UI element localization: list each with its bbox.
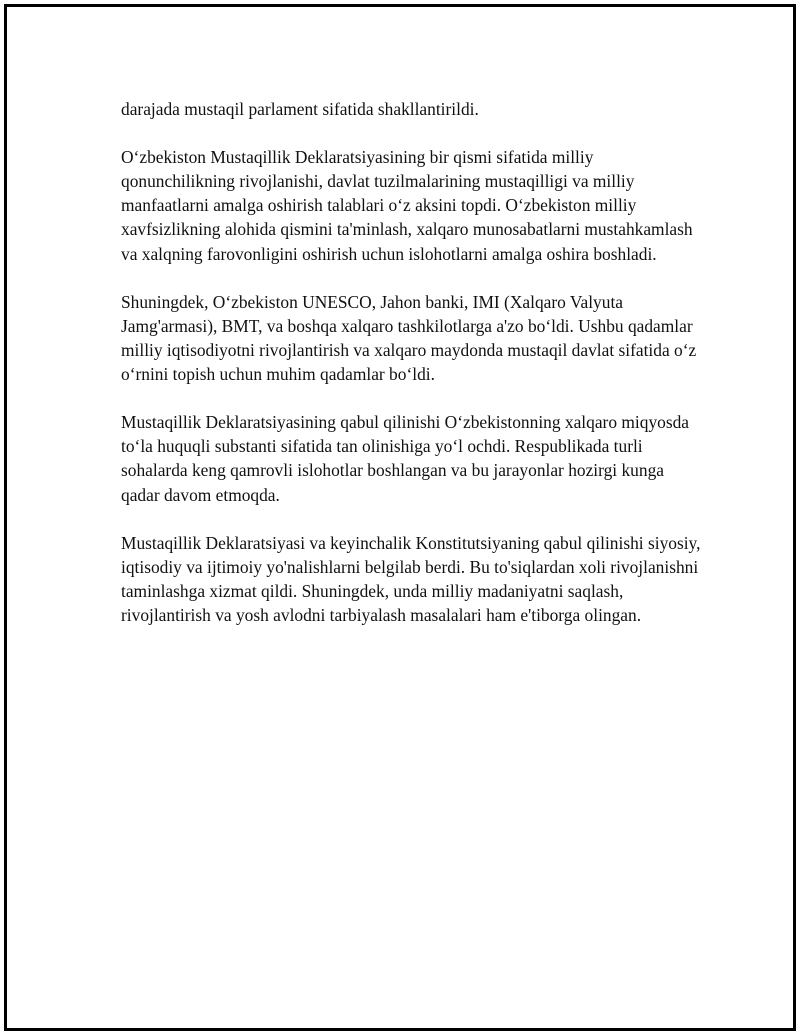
document-page xyxy=(4,4,796,1031)
paragraph-4: Mustaqillik Deklaratsiyasining qabul qilinishi O‘zbekistonning xalqaro miqyosda to‘la huquqli substanti sifatida tan olinishiga yo‘l ochdi. Respublikada turli sohalarda keng qamrovli islohotlar boshlangan va bu jarayonlar hozirgi kunga qadar davom etmoqda. xyxy=(121,412,690,505)
paragraph-2: O‘zbekiston Mustaqillik Deklaratsiyasining bir qismi sifatida milliy qonunchilikning rivojlanishi, davlat tuzilmalarining mustaqilligi va milliy manfaatlarni amalga oshirish talablari o‘z aksini topdi. O‘zbekiston milliy xavfsizlikning alohida qismini ta'minlash, xalqaro munosabatlarni mustahkamlash va xalqning farovonligini oshirish uchun islohotlarni amalga oshira boshladi. xyxy=(121,147,693,264)
paragraph-1: darajada mustaqil parlament sifatida shakllantirildi. xyxy=(121,99,479,119)
paragraph-5: Mustaqillik Deklaratsiyasi va keyinchalik Konstitutsiyaning qabul qilinishi siyosiy, iqtisodiy va ijtimoiy yo'nalishlarni belgilab berdi. Bu to'siqlardan xoli rivojlanishni taminlashga xizmat qildi. Shuningdek, unda milliy madaniyatni saqlash, rivojlantirish va yosh avlodni tarbiyalash masalalari ham e'tiborga olingan. xyxy=(121,532,701,625)
paragraph-3: Shuningdek, O‘zbekiston UNESCO, Jahon banki, IMI (Xalqaro Valyuta Jamg'armasi), BMT, va boshqa xalqaro tashkilotlarga a'zo bo‘ldi. Ushbu qadamlar milliy iqtisodiyotni rivojlantirish va xalqaro maydonda mustaqil davlat sifatida o‘z o‘rnini topish uchun muhim qadamlar bo‘ldi. xyxy=(121,291,697,385)
document-body xyxy=(121,97,701,651)
